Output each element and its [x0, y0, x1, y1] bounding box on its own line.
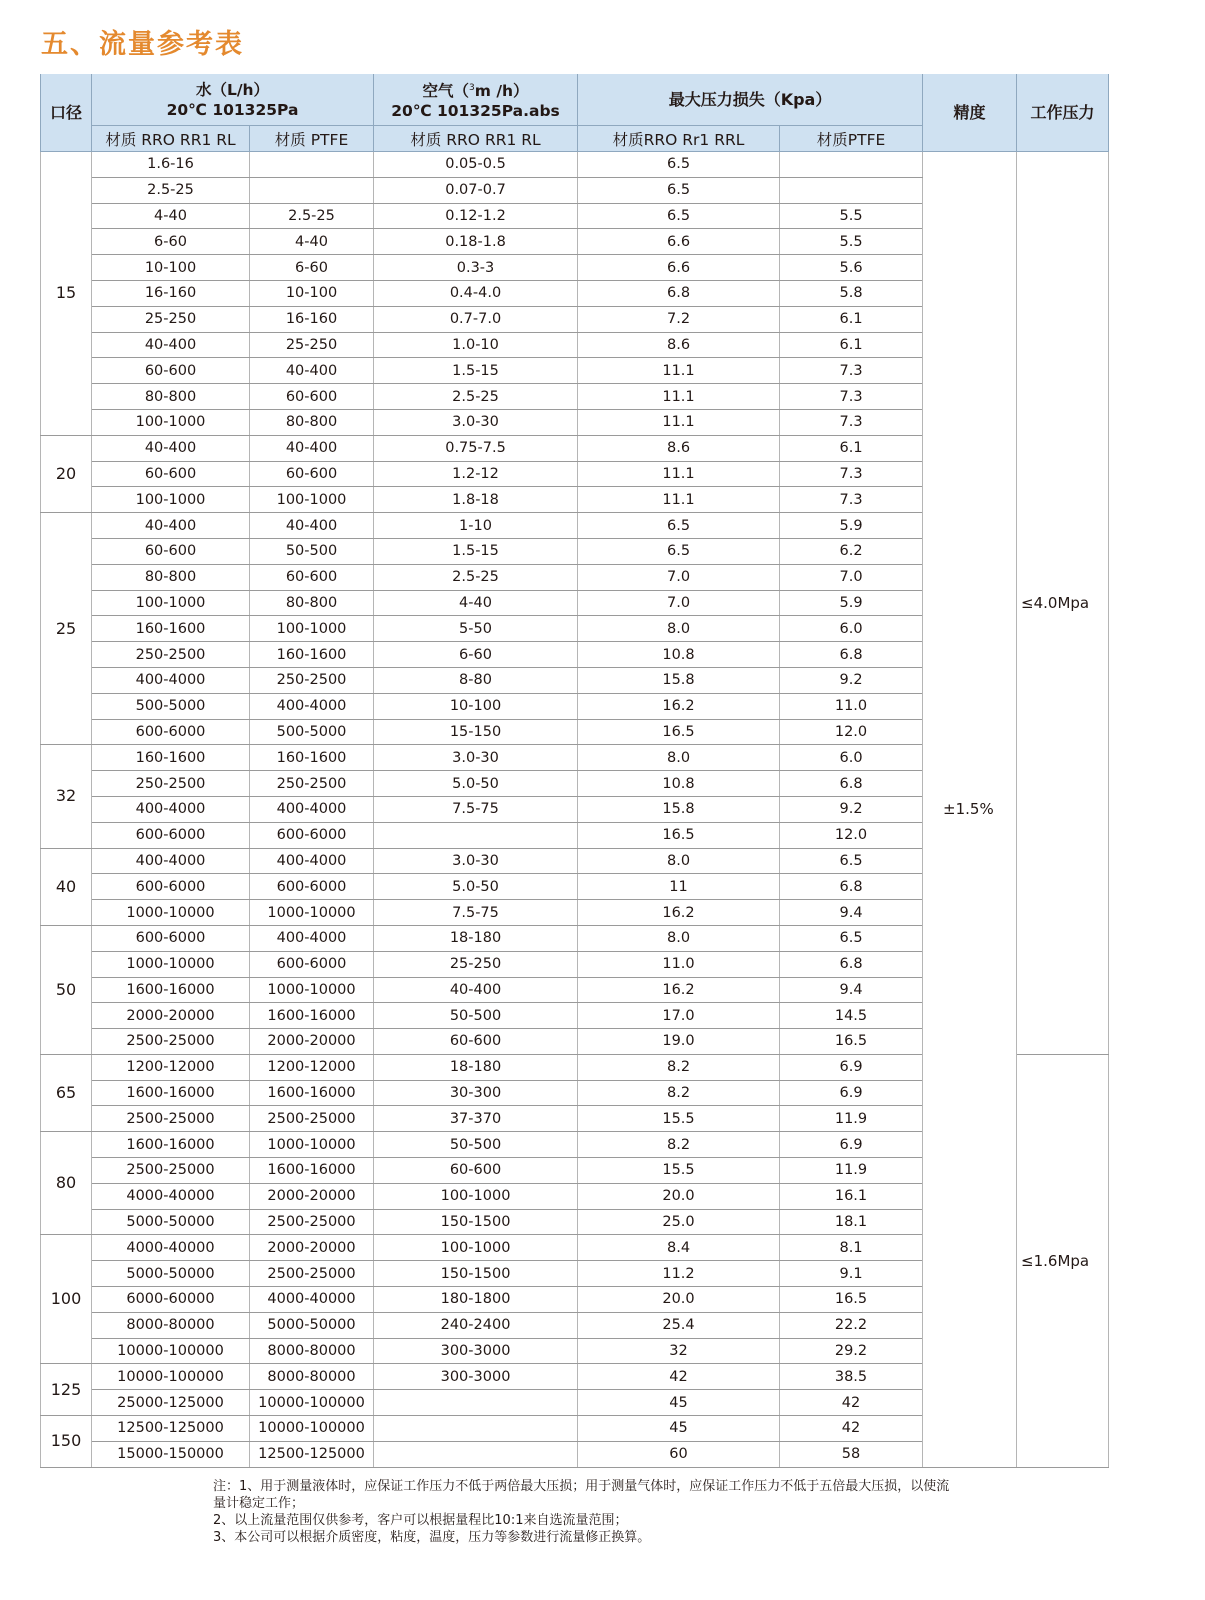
water-ptfe-cell: 8000-80000	[250, 1338, 374, 1364]
loss-rro-cell: 15.5	[578, 1106, 780, 1132]
water-rro-cell: 6000-60000	[92, 1287, 250, 1313]
water-rro-cell: 500-5000	[92, 693, 250, 719]
loss-rro-cell: 20.0	[578, 1183, 780, 1209]
loss-ptfe-cell: 5.9	[780, 513, 923, 539]
diameter-cell: 100	[41, 1235, 92, 1364]
air-rro-cell	[374, 1441, 578, 1467]
loss-rro-cell: 6.5	[578, 203, 780, 229]
loss-ptfe-cell: 16.5	[780, 1287, 923, 1313]
water-ptfe-cell: 60-600	[250, 461, 374, 487]
air-rro-cell: 25-250	[374, 951, 578, 977]
loss-ptfe-cell: 6.1	[780, 306, 923, 332]
water-rro-cell: 400-4000	[92, 796, 250, 822]
water-ptfe-cell: 400-4000	[250, 925, 374, 951]
water-ptfe-cell: 80-800	[250, 409, 374, 435]
air-rro-cell: 60-600	[374, 1029, 578, 1055]
loss-rro-cell: 11.1	[578, 487, 780, 513]
air-rro-cell: 100-1000	[374, 1183, 578, 1209]
water-ptfe-cell	[250, 177, 374, 203]
water-ptfe-cell: 2.5-25	[250, 203, 374, 229]
water-ptfe-cell: 8000-80000	[250, 1364, 374, 1390]
water-rro-cell: 2500-25000	[92, 1158, 250, 1184]
water-rro-cell: 400-4000	[92, 667, 250, 693]
water-rro-cell: 1000-10000	[92, 900, 250, 926]
water-rro-cell: 2.5-25	[92, 177, 250, 203]
loss-rro-cell: 16.5	[578, 822, 780, 848]
loss-ptfe-cell: 29.2	[780, 1338, 923, 1364]
loss-ptfe-cell: 16.5	[780, 1029, 923, 1055]
air-rro-cell: 50-500	[374, 1132, 578, 1158]
loss-rro-cell: 11.0	[578, 951, 780, 977]
water-rro-cell: 100-1000	[92, 590, 250, 616]
loss-ptfe-cell: 9.1	[780, 1261, 923, 1287]
air-rro-cell: 0.75-7.5	[374, 435, 578, 461]
water-ptfe-cell: 25-250	[250, 332, 374, 358]
loss-rro-cell: 8.0	[578, 848, 780, 874]
header-diameter: 口径	[41, 74, 92, 152]
air-rro-cell: 7.5-75	[374, 796, 578, 822]
air-rro-cell: 100-1000	[374, 1235, 578, 1261]
loss-rro-cell: 6.8	[578, 280, 780, 306]
water-ptfe-cell: 600-6000	[250, 822, 374, 848]
loss-rro-cell: 8.0	[578, 925, 780, 951]
air-rro-cell: 0.3-3	[374, 255, 578, 281]
water-rro-cell: 6-60	[92, 229, 250, 255]
water-ptfe-cell: 100-1000	[250, 616, 374, 642]
water-rro-cell: 1000-10000	[92, 951, 250, 977]
air-rro-cell: 1.2-12	[374, 461, 578, 487]
water-rro-cell: 1.6-16	[92, 152, 250, 178]
loss-rro-cell: 7.0	[578, 590, 780, 616]
air-rro-cell: 30-300	[374, 1080, 578, 1106]
loss-rro-cell: 10.8	[578, 642, 780, 668]
diameter-cell: 20	[41, 435, 92, 512]
header-accuracy: 精度	[923, 74, 1017, 152]
loss-ptfe-cell	[780, 152, 923, 178]
loss-rro-cell: 6.5	[578, 152, 780, 178]
air-rro-cell: 50-500	[374, 1003, 578, 1029]
loss-rro-cell: 7.2	[578, 306, 780, 332]
diameter-cell: 40	[41, 848, 92, 925]
loss-ptfe-cell: 58	[780, 1441, 923, 1467]
water-ptfe-cell: 10000-100000	[250, 1390, 374, 1416]
working-pressure-cell: ≤1.6Mpa	[1017, 1054, 1109, 1467]
water-rro-cell: 80-800	[92, 384, 250, 410]
water-rro-cell: 4-40	[92, 203, 250, 229]
loss-rro-cell: 8.2	[578, 1132, 780, 1158]
loss-ptfe-cell: 6.9	[780, 1080, 923, 1106]
air-rro-cell: 240-2400	[374, 1312, 578, 1338]
loss-ptfe-cell: 12.0	[780, 719, 923, 745]
loss-rro-cell: 11	[578, 874, 780, 900]
water-rro-cell: 16-160	[92, 280, 250, 306]
air-rro-cell	[374, 1390, 578, 1416]
water-ptfe-cell: 4-40	[250, 229, 374, 255]
water-rro-cell: 250-2500	[92, 771, 250, 797]
subheader-air-rro: 材质 RRO RR1 RL	[374, 126, 578, 152]
water-rro-cell: 60-600	[92, 358, 250, 384]
water-ptfe-cell	[250, 152, 374, 178]
note-line: 3、本公司可以根据介质密度，粘度，温度，压力等参数进行流量修正换算。	[213, 1530, 651, 1545]
diameter-cell: 50	[41, 925, 92, 1054]
water-rro-cell: 10-100	[92, 255, 250, 281]
loss-rro-cell: 8.6	[578, 435, 780, 461]
water-rro-cell: 80-800	[92, 564, 250, 590]
air-rro-cell: 2.5-25	[374, 384, 578, 410]
water-ptfe-cell: 60-600	[250, 384, 374, 410]
water-rro-cell: 60-600	[92, 538, 250, 564]
header-water-line2: 20℃ 101325Pa	[166, 100, 299, 119]
water-rro-cell: 600-6000	[92, 874, 250, 900]
accuracy-cell: ±1.5%	[923, 152, 1017, 1468]
water-ptfe-cell: 60-600	[250, 564, 374, 590]
water-ptfe-cell: 2000-20000	[250, 1235, 374, 1261]
loss-ptfe-cell	[780, 177, 923, 203]
water-rro-cell: 160-1600	[92, 616, 250, 642]
diameter-cell: 15	[41, 152, 92, 436]
loss-rro-cell: 45	[578, 1390, 780, 1416]
air-rro-cell: 1-10	[374, 513, 578, 539]
air-rro-cell: 1.8-18	[374, 487, 578, 513]
air-rro-cell: 0.4-4.0	[374, 280, 578, 306]
loss-rro-cell: 25.0	[578, 1209, 780, 1235]
loss-ptfe-cell: 6.8	[780, 874, 923, 900]
air-rro-cell: 3.0-30	[374, 745, 578, 771]
water-ptfe-cell: 10000-100000	[250, 1416, 374, 1442]
loss-rro-cell: 16.2	[578, 900, 780, 926]
loss-ptfe-cell: 7.3	[780, 409, 923, 435]
air-rro-cell: 0.05-0.5	[374, 152, 578, 178]
loss-ptfe-cell: 6.8	[780, 642, 923, 668]
loss-ptfe-cell: 5.6	[780, 255, 923, 281]
air-rro-cell: 18-180	[374, 925, 578, 951]
water-ptfe-cell: 250-2500	[250, 771, 374, 797]
air-rro-cell: 5.0-50	[374, 771, 578, 797]
loss-rro-cell: 42	[578, 1364, 780, 1390]
water-rro-cell: 600-6000	[92, 925, 250, 951]
loss-rro-cell: 6.6	[578, 229, 780, 255]
loss-ptfe-cell: 9.4	[780, 900, 923, 926]
water-rro-cell: 4000-40000	[92, 1235, 250, 1261]
loss-rro-cell: 10.8	[578, 771, 780, 797]
water-rro-cell: 250-2500	[92, 642, 250, 668]
water-ptfe-cell: 1000-10000	[250, 900, 374, 926]
water-ptfe-cell: 80-800	[250, 590, 374, 616]
note-line: 注：1、用于测量液体时，应保证工作压力不低于两倍最大压损；用于测量气体时，应保证工作压力不低于五倍最大压损，以使流	[213, 1479, 950, 1494]
loss-rro-cell: 16.2	[578, 977, 780, 1003]
loss-ptfe-cell: 6.8	[780, 951, 923, 977]
air-rro-cell: 1.5-15	[374, 538, 578, 564]
water-rro-cell: 8000-80000	[92, 1312, 250, 1338]
header-pressure-loss: 最大压力损失（Kpa）	[578, 74, 923, 126]
water-rro-cell: 400-4000	[92, 848, 250, 874]
loss-ptfe-cell: 7.0	[780, 564, 923, 590]
loss-ptfe-cell: 18.1	[780, 1209, 923, 1235]
loss-rro-cell: 19.0	[578, 1029, 780, 1055]
loss-rro-cell: 6.5	[578, 538, 780, 564]
loss-rro-cell: 8.2	[578, 1080, 780, 1106]
loss-ptfe-cell: 11.9	[780, 1106, 923, 1132]
header-air-line2: 20℃ 101325Pa.abs	[391, 102, 560, 120]
water-ptfe-cell: 500-5000	[250, 719, 374, 745]
header-air-line1: 空气（$^3$m /h）	[422, 82, 529, 100]
water-rro-cell: 600-6000	[92, 719, 250, 745]
air-rro-cell: 2.5-25	[374, 564, 578, 590]
air-rro-cell: 40-400	[374, 977, 578, 1003]
water-ptfe-cell: 5000-50000	[250, 1312, 374, 1338]
subheader-loss-ptfe: 材质PTFE	[780, 126, 923, 152]
loss-ptfe-cell: 5.5	[780, 203, 923, 229]
water-rro-cell: 4000-40000	[92, 1183, 250, 1209]
loss-ptfe-cell: 6.1	[780, 435, 923, 461]
diameter-cell: 80	[41, 1132, 92, 1235]
loss-ptfe-cell: 5.8	[780, 280, 923, 306]
header-working-pressure: 工作压力	[1017, 74, 1109, 152]
water-rro-cell: 60-600	[92, 461, 250, 487]
loss-ptfe-cell: 9.4	[780, 977, 923, 1003]
air-rro-cell: 150-1500	[374, 1209, 578, 1235]
loss-rro-cell: 11.1	[578, 384, 780, 410]
loss-rro-cell: 11.1	[578, 461, 780, 487]
loss-rro-cell: 11.1	[578, 409, 780, 435]
diameter-cell: 150	[41, 1416, 92, 1468]
air-rro-cell	[374, 822, 578, 848]
water-ptfe-cell: 40-400	[250, 435, 374, 461]
loss-rro-cell: 8.0	[578, 616, 780, 642]
subheader-loss-rro: 材质RRO Rr1 RRL	[578, 126, 780, 152]
loss-ptfe-cell: 12.0	[780, 822, 923, 848]
loss-rro-cell: 8.0	[578, 745, 780, 771]
diameter-cell: 32	[41, 745, 92, 848]
water-rro-cell: 25-250	[92, 306, 250, 332]
water-ptfe-cell: 4000-40000	[250, 1287, 374, 1313]
loss-ptfe-cell: 7.3	[780, 461, 923, 487]
loss-rro-cell: 45	[578, 1416, 780, 1442]
loss-ptfe-cell: 9.2	[780, 796, 923, 822]
loss-rro-cell: 15.8	[578, 667, 780, 693]
loss-ptfe-cell: 5.5	[780, 229, 923, 255]
water-ptfe-cell: 40-400	[250, 358, 374, 384]
subheader-water-ptfe: 材质 PTFE	[250, 126, 374, 152]
loss-ptfe-cell: 6.5	[780, 925, 923, 951]
water-ptfe-cell: 2500-25000	[250, 1106, 374, 1132]
water-ptfe-cell: 1000-10000	[250, 1132, 374, 1158]
loss-rro-cell: 15.5	[578, 1158, 780, 1184]
air-rro-cell: 300-3000	[374, 1364, 578, 1390]
water-rro-cell: 25000-125000	[92, 1390, 250, 1416]
air-rro-cell: 300-3000	[374, 1338, 578, 1364]
air-rro-cell: 7.5-75	[374, 900, 578, 926]
loss-rro-cell: 16.5	[578, 719, 780, 745]
loss-ptfe-cell: 42	[780, 1390, 923, 1416]
water-ptfe-cell: 16-160	[250, 306, 374, 332]
diameter-cell: 25	[41, 513, 92, 745]
loss-rro-cell: 11.2	[578, 1261, 780, 1287]
loss-rro-cell: 7.0	[578, 564, 780, 590]
water-rro-cell: 100-1000	[92, 487, 250, 513]
loss-rro-cell: 8.6	[578, 332, 780, 358]
water-rro-cell: 40-400	[92, 435, 250, 461]
water-ptfe-cell: 12500-125000	[250, 1441, 374, 1467]
loss-ptfe-cell: 6.9	[780, 1132, 923, 1158]
air-rro-cell: 4-40	[374, 590, 578, 616]
water-rro-cell: 160-1600	[92, 745, 250, 771]
air-rro-cell: 60-600	[374, 1158, 578, 1184]
air-rro-cell: 10-100	[374, 693, 578, 719]
loss-ptfe-cell: 6.8	[780, 771, 923, 797]
loss-ptfe-cell: 6.1	[780, 332, 923, 358]
loss-rro-cell: 25.4	[578, 1312, 780, 1338]
air-rro-cell: 5-50	[374, 616, 578, 642]
water-rro-cell: 2000-20000	[92, 1003, 250, 1029]
water-ptfe-cell: 1600-16000	[250, 1080, 374, 1106]
water-ptfe-cell: 2000-20000	[250, 1029, 374, 1055]
water-rro-cell: 100-1000	[92, 409, 250, 435]
water-ptfe-cell: 2500-25000	[250, 1209, 374, 1235]
water-ptfe-cell: 160-1600	[250, 745, 374, 771]
air-rro-cell: 3.0-30	[374, 409, 578, 435]
water-rro-cell: 1600-16000	[92, 1132, 250, 1158]
air-rro-cell: 0.18-1.8	[374, 229, 578, 255]
water-rro-cell: 1600-16000	[92, 977, 250, 1003]
diameter-cell: 125	[41, 1364, 92, 1416]
water-rro-cell: 1200-12000	[92, 1054, 250, 1080]
water-ptfe-cell: 1600-16000	[250, 1158, 374, 1184]
air-rro-cell: 37-370	[374, 1106, 578, 1132]
water-ptfe-cell: 1600-16000	[250, 1003, 374, 1029]
loss-rro-cell: 6.5	[578, 177, 780, 203]
water-rro-cell: 2500-25000	[92, 1029, 250, 1055]
loss-rro-cell: 16.2	[578, 693, 780, 719]
water-rro-cell: 1600-16000	[92, 1080, 250, 1106]
section-title: 五、流量参考表	[41, 29, 244, 60]
water-rro-cell: 10000-100000	[92, 1338, 250, 1364]
water-ptfe-cell: 2000-20000	[250, 1183, 374, 1209]
loss-rro-cell: 60	[578, 1441, 780, 1467]
loss-ptfe-cell: 5.9	[780, 590, 923, 616]
loss-ptfe-cell: 6.2	[780, 538, 923, 564]
loss-rro-cell: 20.0	[578, 1287, 780, 1313]
header-water	[92, 74, 374, 126]
loss-rro-cell: 32	[578, 1338, 780, 1364]
table-row	[41, 152, 1109, 178]
loss-rro-cell: 8.2	[578, 1054, 780, 1080]
loss-ptfe-cell: 22.2	[780, 1312, 923, 1338]
water-ptfe-cell: 6-60	[250, 255, 374, 281]
water-ptfe-cell: 1000-10000	[250, 977, 374, 1003]
loss-rro-cell: 17.0	[578, 1003, 780, 1029]
loss-ptfe-cell: 6.0	[780, 745, 923, 771]
water-rro-cell: 12500-125000	[92, 1416, 250, 1442]
air-rro-cell: 5.0-50	[374, 874, 578, 900]
water-ptfe-cell: 600-6000	[250, 874, 374, 900]
working-pressure-cell: ≤4.0Mpa	[1017, 152, 1109, 1055]
loss-ptfe-cell: 9.2	[780, 667, 923, 693]
air-rro-cell: 18-180	[374, 1054, 578, 1080]
water-ptfe-cell: 250-2500	[250, 667, 374, 693]
water-ptfe-cell: 100-1000	[250, 487, 374, 513]
header-water-line1: 水（L/h）	[195, 80, 270, 99]
water-rro-cell: 40-400	[92, 513, 250, 539]
air-rro-cell: 180-1800	[374, 1287, 578, 1313]
water-rro-cell: 40-400	[92, 332, 250, 358]
flow-reference-table	[40, 74, 1109, 1468]
loss-rro-cell: 6.5	[578, 513, 780, 539]
water-rro-cell: 5000-50000	[92, 1209, 250, 1235]
water-rro-cell: 600-6000	[92, 822, 250, 848]
water-rro-cell: 10000-100000	[92, 1364, 250, 1390]
note-line: 量计稳定工作；	[213, 1496, 305, 1511]
loss-rro-cell: 15.8	[578, 796, 780, 822]
water-rro-cell: 15000-150000	[92, 1441, 250, 1467]
loss-ptfe-cell: 11.9	[780, 1158, 923, 1184]
air-rro-cell	[374, 1416, 578, 1442]
loss-rro-cell: 8.4	[578, 1235, 780, 1261]
subheader-water-rro: 材质 RRO RR1 RL	[92, 126, 250, 152]
air-rro-cell: 0.07-0.7	[374, 177, 578, 203]
loss-ptfe-cell: 14.5	[780, 1003, 923, 1029]
air-rro-cell: 8-80	[374, 667, 578, 693]
loss-ptfe-cell: 7.3	[780, 358, 923, 384]
loss-ptfe-cell: 11.0	[780, 693, 923, 719]
air-rro-cell: 0.12-1.2	[374, 203, 578, 229]
loss-ptfe-cell: 7.3	[780, 384, 923, 410]
notes	[213, 1478, 1113, 1546]
water-ptfe-cell: 600-6000	[250, 951, 374, 977]
water-ptfe-cell: 40-400	[250, 513, 374, 539]
loss-ptfe-cell: 6.5	[780, 848, 923, 874]
loss-ptfe-cell: 8.1	[780, 1235, 923, 1261]
loss-ptfe-cell: 6.9	[780, 1054, 923, 1080]
air-rro-cell: 0.7-7.0	[374, 306, 578, 332]
water-ptfe-cell: 50-500	[250, 538, 374, 564]
water-ptfe-cell: 400-4000	[250, 848, 374, 874]
table-header	[41, 74, 1109, 152]
air-rro-cell: 3.0-30	[374, 848, 578, 874]
water-rro-cell: 5000-50000	[92, 1261, 250, 1287]
air-rro-cell: 1.5-15	[374, 358, 578, 384]
air-rro-cell: 15-150	[374, 719, 578, 745]
water-rro-cell: 2500-25000	[92, 1106, 250, 1132]
air-rro-cell: 6-60	[374, 642, 578, 668]
diameter-cell: 65	[41, 1054, 92, 1131]
note-line: 2、以上流量范围仅供参考，客户可以根据量程比10:1来自选流量范围；	[213, 1513, 628, 1528]
loss-ptfe-cell: 38.5	[780, 1364, 923, 1390]
air-rro-cell: 1.0-10	[374, 332, 578, 358]
loss-ptfe-cell: 42	[780, 1416, 923, 1442]
water-ptfe-cell: 2500-25000	[250, 1261, 374, 1287]
air-rro-cell: 150-1500	[374, 1261, 578, 1287]
water-ptfe-cell: 160-1600	[250, 642, 374, 668]
loss-ptfe-cell: 16.1	[780, 1183, 923, 1209]
loss-rro-cell: 6.6	[578, 255, 780, 281]
water-ptfe-cell: 400-4000	[250, 796, 374, 822]
loss-ptfe-cell: 6.0	[780, 616, 923, 642]
table-body	[41, 152, 1109, 1468]
water-ptfe-cell: 1200-12000	[250, 1054, 374, 1080]
loss-rro-cell: 11.1	[578, 358, 780, 384]
water-ptfe-cell: 400-4000	[250, 693, 374, 719]
header-air	[374, 74, 578, 126]
water-ptfe-cell: 10-100	[250, 280, 374, 306]
loss-ptfe-cell: 7.3	[780, 487, 923, 513]
